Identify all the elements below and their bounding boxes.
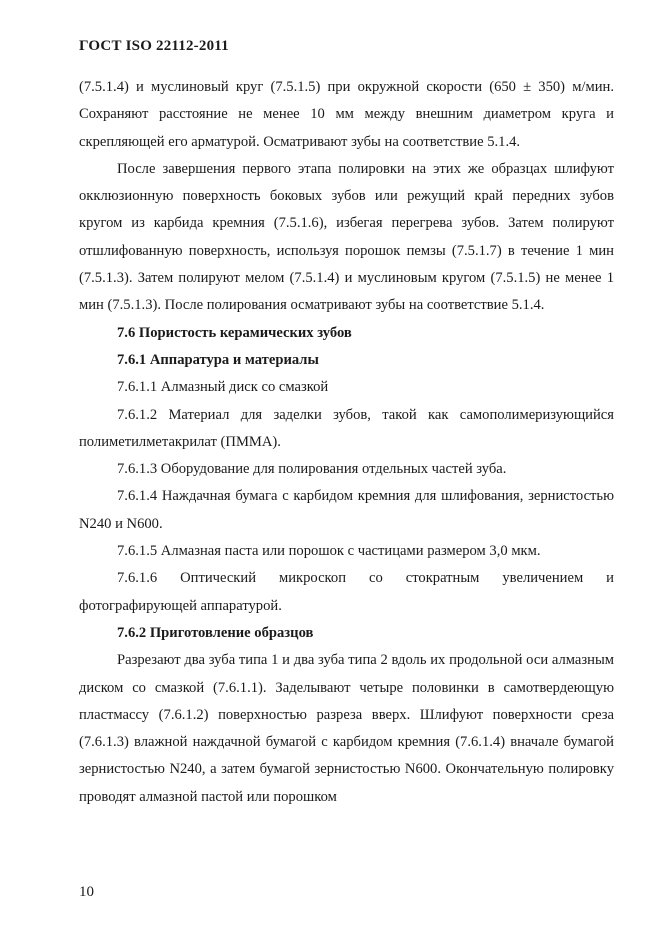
page-number: 10: [79, 884, 94, 900]
paragraph-second-polishing: После завершения первого этапа полировки на этих же образцах шлифуют окклюзионную поверхность боковых зубов или режущий край передних зубов кругом из карбида кремния (7.5.1.6), избегая перегрева зубов. Затем полируют отшлифованную поверхность, используя порошок пемзы (7.5.1.7) в течение 1 мин (7.5.1.3). Затем полируют мелом (7.5.1.4) и муслиновым кругом (7.5.1.5) не менее 1 мин (7.5.1.3). После полирования осматривают зубы на соответствие 5.1.4.: [79, 160, 614, 314]
document-body: [79, 74, 614, 811]
item-7-6-1-2: 7.6.1.2 Материал для заделки зубов, такой как самополимеризующийся полиметилметакрилат (ПММА).: [79, 406, 614, 450]
paragraph-continuation: (7.5.1.4) и муслиновый круг (7.5.1.5) при окружной скорости (650 ± 350) м/мин. Сохраняют расстояние не менее 10 мм между внешним диаметром круга и скрепляющей его арматурой. Осматривают зубы на соответствие 5.1.4.: [79, 79, 614, 150]
item-7-6-1-4: 7.6.1.4 Наждачная бумага с карбидом кремния для шлифования, зернистостью N240 и N600.: [79, 488, 614, 532]
standard-code-header: ГОСТ ISO 22112-2011: [79, 38, 229, 54]
subsection-heading-7-6-1: 7.6.1 Аппаратура и материалы: [117, 351, 319, 368]
item-7-6-1-1: 7.6.1.1 Алмазный диск со смазкой: [117, 379, 329, 396]
section-heading-7-6: 7.6 Пористость керамических зубов: [117, 324, 352, 341]
item-7-6-1-6: 7.6.1.6 Оптический микроскоп со стократным увеличением и фотографирующей аппаратурой.: [79, 570, 614, 614]
item-7-6-1-5: 7.6.1.5 Алмазная паста или порошок с частицами размером 3,0 мкм.: [117, 543, 541, 560]
subsection-heading-7-6-2: 7.6.2 Приготовление образцов: [117, 624, 314, 641]
paragraph-sample-preparation: Разрезают два зуба типа 1 и два зуба типа 2 вдоль их продольной оси алмазным диском со смазкой (7.6.1.1). Заделывают четыре половинки в самотвердеющую пластмассу (7.6.1.2) поверхностью разреза вверх. Шлифуют поверхности среза (7.6.1.3) влажной наждачной бумагой с карбидом кремния (7.6.1.4) вначале бумагой зернистостью N240, а затем бумагой зернистостью N600. Окончательную полировку проводят алмазной пастой или порошком: [79, 652, 614, 805]
item-7-6-1-3: 7.6.1.3 Оборудование для полирования отдельных частей зуба.: [117, 461, 507, 478]
